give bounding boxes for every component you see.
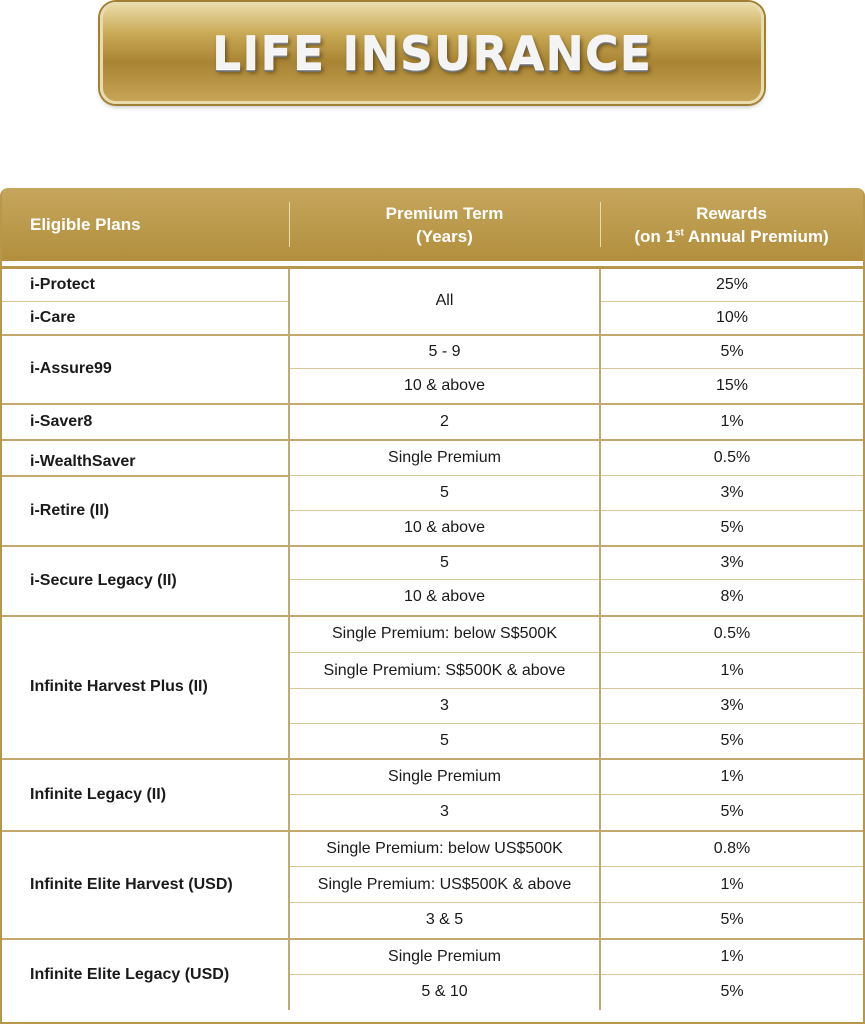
table-row	[2, 759, 863, 795]
plan-name: i-Retire (II)	[2, 476, 289, 546]
premium-term: 5	[289, 724, 600, 759]
table-header-row	[2, 188, 863, 261]
premium-term: 3	[289, 795, 600, 831]
reward-value: 3%	[600, 689, 863, 724]
premium-term: 3	[289, 689, 600, 724]
table-row	[2, 831, 863, 867]
premium-term: Single Premium: below US$500K	[289, 831, 600, 867]
plan-name: Infinite Elite Legacy (USD)	[2, 939, 289, 1010]
reward-value: 5%	[600, 335, 863, 369]
plan-name: i-Secure Legacy (II)	[2, 546, 289, 616]
premium-term: Single Premium	[289, 939, 600, 975]
reward-value: 5%	[600, 795, 863, 831]
premium-term: Single Premium: S$500K & above	[289, 653, 600, 689]
plan-name: Infinite Harvest Plus (II)	[2, 616, 289, 759]
reward-value: 3%	[600, 476, 863, 511]
premium-term: Single Premium: US$500K & above	[289, 867, 600, 903]
reward-value: 0.5%	[600, 616, 863, 653]
premium-term: 3 & 5	[289, 903, 600, 939]
premium-term: All	[289, 268, 600, 335]
plan-name: i-Care	[2, 302, 289, 335]
header-rewards: Rewards (on 1st Annual Premium)	[600, 188, 863, 261]
premium-term: Single Premium: below S$500K	[289, 616, 600, 653]
plan-name: i-Assure99	[2, 335, 289, 404]
table-row	[2, 440, 863, 476]
reward-value: 10%	[600, 302, 863, 335]
reward-value: 5%	[600, 975, 863, 1010]
table-row	[2, 268, 863, 302]
plan-name: i-Protect	[2, 268, 289, 302]
table-row	[2, 476, 863, 511]
premium-term: 10 & above	[289, 580, 600, 616]
table-row	[2, 939, 863, 975]
premium-term: 2	[289, 404, 600, 440]
premium-term: 5 & 10	[289, 975, 600, 1010]
reward-value: 3%	[600, 546, 863, 580]
plans-table-container	[0, 188, 865, 1024]
premium-term: 5	[289, 546, 600, 580]
reward-value: 5%	[600, 511, 863, 546]
table-row	[2, 404, 863, 440]
table-row	[2, 616, 863, 653]
reward-value: 1%	[600, 404, 863, 440]
reward-value: 1%	[600, 867, 863, 903]
title-banner	[100, 2, 764, 104]
reward-value: 0.8%	[600, 831, 863, 867]
premium-term: Single Premium	[289, 759, 600, 795]
reward-value: 1%	[600, 653, 863, 689]
premium-term: Single Premium	[289, 440, 600, 476]
reward-value: 8%	[600, 580, 863, 616]
reward-value: 0.5%	[600, 440, 863, 476]
plan-name: Infinite Legacy (II)	[2, 759, 289, 831]
plan-name: i-WealthSaver	[2, 440, 289, 476]
header-eligible-plans: Eligible Plans	[2, 188, 289, 261]
reward-value: 1%	[600, 939, 863, 975]
header-premium-term: Premium Term (Years)	[289, 188, 600, 261]
reward-value: 15%	[600, 369, 863, 404]
premium-term: 10 & above	[289, 511, 600, 546]
reward-value: 25%	[600, 268, 863, 302]
reward-value: 1%	[600, 759, 863, 795]
banner-title: LIFE INSURANCE	[211, 26, 653, 80]
reward-value: 5%	[600, 903, 863, 939]
plan-name: Infinite Elite Harvest (USD)	[2, 831, 289, 939]
plan-name: i-Saver8	[2, 404, 289, 440]
plans-table	[2, 188, 863, 1010]
premium-term: 5 - 9	[289, 335, 600, 369]
table-row	[2, 546, 863, 580]
reward-value: 5%	[600, 724, 863, 759]
table-row	[2, 335, 863, 369]
premium-term: 5	[289, 476, 600, 511]
premium-term: 10 & above	[289, 369, 600, 404]
